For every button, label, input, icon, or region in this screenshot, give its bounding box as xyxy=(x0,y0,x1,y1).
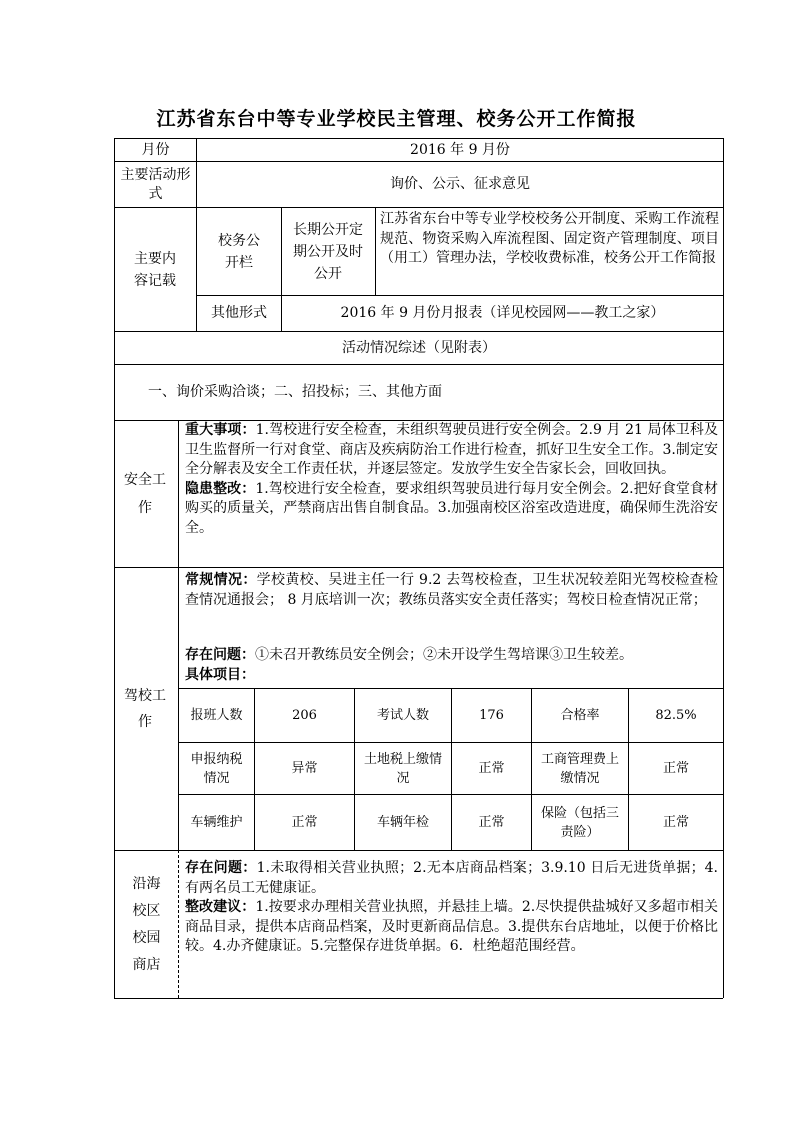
grid-cell: 考试人数 xyxy=(376,708,429,723)
table-border-right xyxy=(723,138,724,998)
other-form-value: 2016 年 9 月份月报表（详见校园网——教工之家） xyxy=(340,305,665,321)
grid-cell: 车辆维护 xyxy=(190,815,243,830)
grid-cell: 正常 xyxy=(478,761,505,776)
shop-issue-text: 1.未取得相关营业执照；2.无本店商品档案；3.9.10 日后无进货单据；4.有两名员工无健康证。 xyxy=(185,860,718,896)
shop-label-line: 商店 xyxy=(132,956,161,973)
items-title: 具体项目： xyxy=(185,666,255,683)
driving-school-label: 驾校工作 xyxy=(124,688,166,730)
major-issues-text: 1.驾校进行安全检查，未组织驾驶员进行安全例会。2.9 月 21 局体卫科及卫生监督所一行对食堂、商店及疾病防治工作进行检查，抓好卫生安全工作。3.制定安全分解表及安全工作责任状，并逐层签定。发放学生安全告家长会，回收回执。 xyxy=(185,422,718,477)
safety-content xyxy=(185,421,718,538)
safety-label: 安全工作 xyxy=(124,472,166,516)
routine-title: 常规情况： xyxy=(185,572,257,588)
shop-fix-text: 1.按要求办理相关营业执照，并悬挂上墙。2.尽快提供盐城好又多超市相关商品目录，提供本店商品档案，及时更新商品信息。3.提供东台店地址，以便于价格比较。4.办齐健康证。5.完整保存进货单据。6．杜绝超范围经营。 xyxy=(185,899,718,954)
grid-cell: 异常 xyxy=(291,761,318,776)
driving-issue-text: ①未召开教练员安全例会；②未开设学生驾培课③卫生较差。 xyxy=(255,647,633,663)
month-value: 2016 年 9 月份 xyxy=(410,141,510,158)
hazard-fix-text: 1.驾校进行安全检查，要求组织驾驶员进行每月安全例会。2.把好食堂食材购买的质量关，严禁商店出售自制食品。3.加强南校区浴室改造进度，确保师生洗浴安全。 xyxy=(185,480,718,536)
activity-form-value: 询价、公示、征求意见 xyxy=(390,176,530,192)
grid-cell: 车辆年检 xyxy=(376,815,429,830)
grid-cell: 申报纳税情况 xyxy=(190,751,243,786)
row-divider xyxy=(114,207,723,208)
grid-cell: 176 xyxy=(479,708,504,723)
shop-label-line: 校园 xyxy=(132,929,161,946)
board-text: 江苏省东台中等专业学校校务公开制度、采购工作流程规范、物资采购入库流程图、固定资产管理制度、项目（用工）管理办法，学校收费标准，校务公开工作简报 xyxy=(380,211,719,266)
driving-content xyxy=(185,571,718,610)
period-label: 长期公开定期公开及时公开 xyxy=(293,221,363,282)
grid-cell: 206 xyxy=(292,708,317,723)
grid-cell: 正常 xyxy=(478,815,505,830)
shop-label-line: 校区 xyxy=(132,902,161,919)
grid-cell: 保险（包括三责险） xyxy=(540,805,619,840)
grid-cell: 工商管理费上缴情况 xyxy=(540,751,619,786)
month-label: 月份 xyxy=(141,141,170,158)
shop-fix-title: 整改建议： xyxy=(185,899,256,915)
row-divider xyxy=(114,567,723,568)
grid-cell: 合格率 xyxy=(560,708,600,723)
grid-cell: 土地税上缴情况 xyxy=(363,751,442,786)
table-border-bottom xyxy=(114,998,723,999)
shop-issue-title: 存在问题： xyxy=(185,860,257,876)
col-divider xyxy=(375,207,376,295)
col-divider xyxy=(178,420,179,850)
shop-label-line: 沿海 xyxy=(132,875,161,892)
grid-cell: 正常 xyxy=(662,815,689,830)
grid-cell: 正常 xyxy=(291,815,318,830)
grid-cell: 正常 xyxy=(662,761,689,776)
board-label: 校务公开栏 xyxy=(218,232,260,271)
driving-issue-title: 存在问题： xyxy=(185,647,255,663)
shop-content xyxy=(185,859,718,957)
activity-form-label: 主要活动形式 xyxy=(120,166,191,202)
major-issues-title: 重大事项： xyxy=(185,422,256,438)
row-divider xyxy=(114,364,723,365)
main-content-label: 主要内容记载 xyxy=(134,250,176,289)
driving-issues xyxy=(185,646,718,685)
grid-cell: 82.5% xyxy=(655,708,697,723)
row-divider xyxy=(114,850,723,851)
routine-text: 学校黄校、吴进主任一行 9.2 去驾校检查，卫生状况较差阳光驾校检查检查情况通报会； 8 月底培训一次；教练员落实安全责任落实；驾校日检查情况正常； xyxy=(185,572,719,608)
grid-cell: 报班人数 xyxy=(190,708,243,723)
shop-label xyxy=(115,851,178,998)
other-form-label: 其他形式 xyxy=(211,305,267,321)
hazard-fix-title: 隐患整改： xyxy=(185,480,256,497)
summary-heading: 活动情况综述（见附表） xyxy=(342,339,496,356)
col-divider-dashed xyxy=(178,850,179,998)
summary-line: 一、询价采购洽谈；二、招投标；三、其他方面 xyxy=(148,384,442,400)
page-title: 江苏省东台中等专业学校民主管理、校务公开工作简报 xyxy=(156,108,637,130)
